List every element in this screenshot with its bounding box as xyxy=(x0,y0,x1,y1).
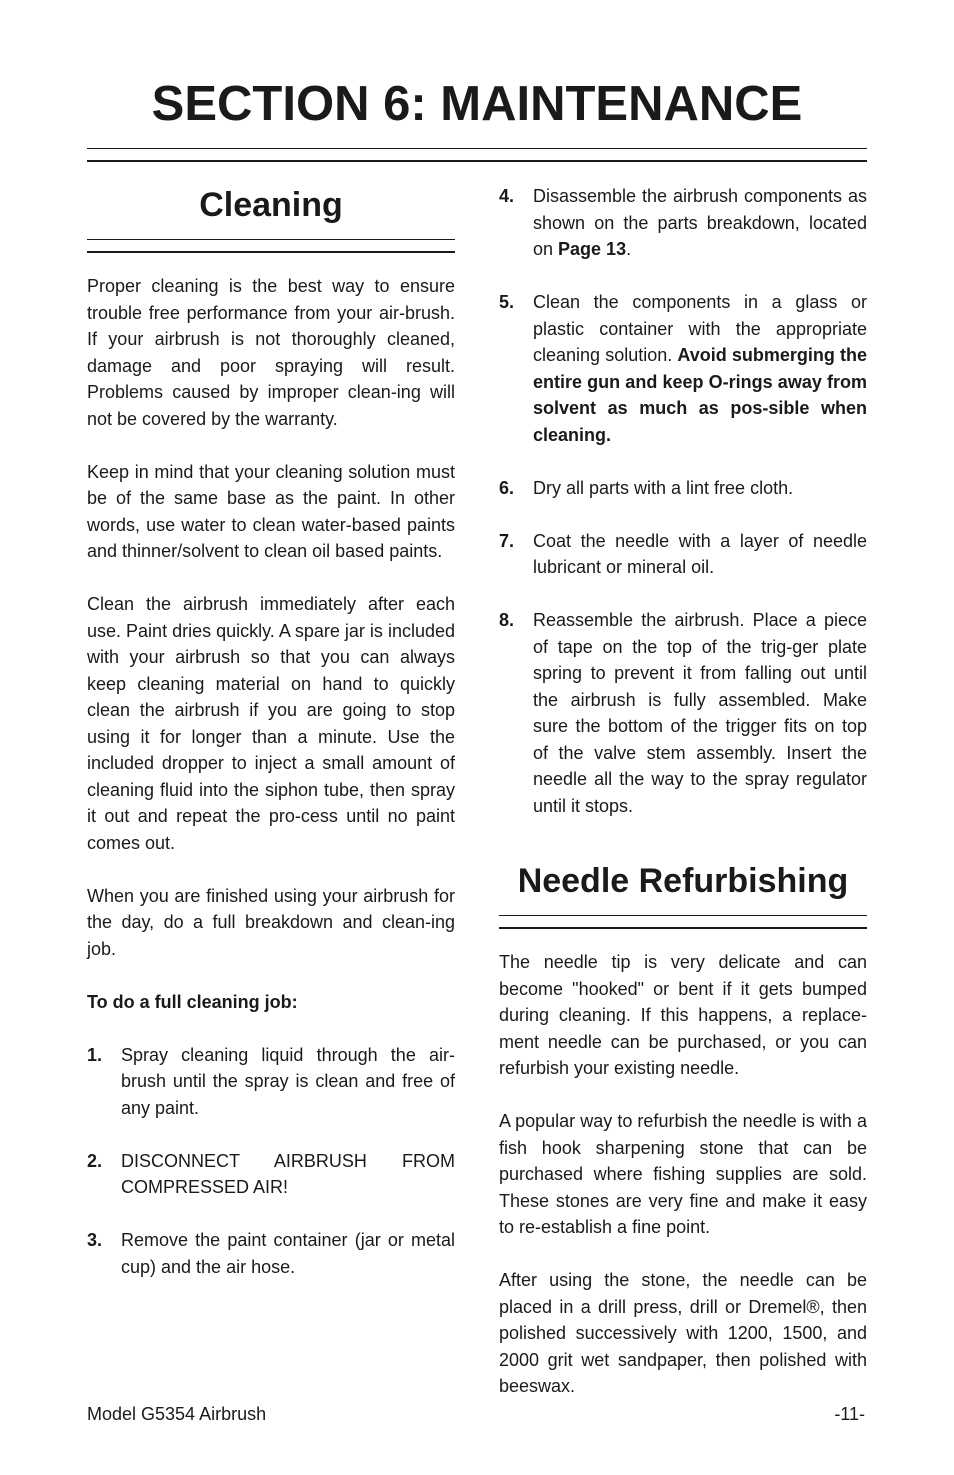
step-number: 6. xyxy=(499,477,515,498)
step-item-2 xyxy=(87,1148,455,1201)
needle-refurbishing-heading: Needle Refurbishing xyxy=(517,862,849,900)
title-divider-thick xyxy=(87,160,867,162)
step-item-4 xyxy=(499,183,867,263)
page-title: SECTION 6: MAINTENANCE xyxy=(151,77,803,131)
cleaning-divider-thick xyxy=(87,251,455,253)
step-text xyxy=(533,289,867,448)
step-number: 8. xyxy=(499,610,515,630)
needle-paragraph-1: The needle tip is very delicate and can become "hooked" or bent if it gets bumped during cleaning. If this happens, a replace-ment needle can be purchased, or you can refurbish your existing needle. xyxy=(499,952,867,1078)
step-item-8 xyxy=(499,607,867,819)
step-item-3 xyxy=(87,1227,455,1280)
step-warning: Avoid submerging the entire gun and keep O-rings away from solvent as much as pos-sible when cleaning. xyxy=(533,345,867,445)
step-item-7 xyxy=(499,528,867,581)
step-number: 5. xyxy=(499,292,515,312)
footer-page-number: -11- xyxy=(834,1404,865,1424)
needle-paragraph-3: After using the stone, the needle can be placed in a drill press, drill or Dremel®, then polished successively with 1200, 1500, and 2000 grit wet sandpaper, then polished with beeswax. xyxy=(499,1270,867,1396)
right-column xyxy=(499,183,867,1400)
step-item-5 xyxy=(499,289,867,448)
step-item-6 xyxy=(499,475,867,502)
full-cleaning-label: To do a full cleaning job: xyxy=(87,991,298,1012)
title-divider-thin xyxy=(87,148,867,149)
step-text-part: Clean the components in a glass or plastic container with the appropriate cleaning solution. xyxy=(533,292,867,365)
cleaning-heading: Cleaning xyxy=(199,186,343,224)
step-number: 7. xyxy=(499,530,515,551)
step-text-part: Disassemble the airbrush components as shown on the parts breakdown, located on xyxy=(533,186,867,259)
needle-paragraph-2: A popular way to refurbish the needle is with a fish hook sharpening stone that can be purchased where fishing supplies are sold. These stones are very fine and make it easy to re-establish a fine point. xyxy=(499,1111,867,1237)
step-text: Reassemble the airbrush. Place a piece of tape on the top of the trig-ger plate spring to prevent it from falling out until the airbrush is fully assembled. Make sure the bottom of the trigger fits on top of the valve stem assembly. Insert the needle all the way to the spray regulator until it stops. xyxy=(533,610,867,816)
cleaning-divider-thin xyxy=(87,239,455,240)
step-text: Remove the paint container (jar or metal cup) and the air hose. xyxy=(121,1230,455,1277)
step-text: Spray cleaning liquid through the air-brush until the spray is clean and free of any paint. xyxy=(121,1044,455,1118)
page-reference: Page 13 xyxy=(558,239,627,259)
needle-divider-thick xyxy=(499,927,867,929)
cleaning-paragraph-1: Proper cleaning is the best way to ensure trouble free performance from your air-brush. If your airbrush is not thoroughly cleaned, damage and poor spraying will result. Problems caused by improper clean-ing will not be covered by the warranty. xyxy=(87,276,455,429)
step-item-1 xyxy=(87,1042,455,1122)
step-number: 3. xyxy=(87,1230,103,1250)
cleaning-paragraph-4: When you are finished using your airbrush for the day, do a full breakdown and clean-ing job. xyxy=(87,885,455,959)
cleaning-paragraph-2: Keep in mind that your cleaning solution must be of the same base as the paint. In other words, use water to clean water-based paints and thinner/solvent to clean oil based paints. xyxy=(87,461,455,561)
step-text: DISCONNECT AIRBRUSH FROM COMPRESSED AIR! xyxy=(121,1150,455,1197)
step-number: 2. xyxy=(87,1150,103,1171)
step-text xyxy=(533,183,867,263)
step-text: Coat the needle with a layer of needle lubricant or mineral oil. xyxy=(533,530,867,577)
needle-divider-thin xyxy=(499,915,867,916)
step-number: 4. xyxy=(499,186,515,206)
cleaning-paragraph-3: Clean the airbrush immediately after each use. Paint dries quickly. A spare jar is included with your airbrush so that you can always keep cleaning material on hand to quickly clean the airbrush if you are going to stop using it for longer than a minute. Use the included dropper to inject a small amount of cleaning fluid into the siphon tube, then spray it out and repeat the pro-cess until no paint comes out. xyxy=(87,594,455,853)
left-column xyxy=(87,183,455,1280)
step-number: 1. xyxy=(87,1044,103,1065)
footer-model: Model G5354 Airbrush xyxy=(87,1404,267,1424)
step-text: Dry all parts with a lint free cloth. xyxy=(533,477,794,498)
step-text-part: . xyxy=(626,239,632,259)
